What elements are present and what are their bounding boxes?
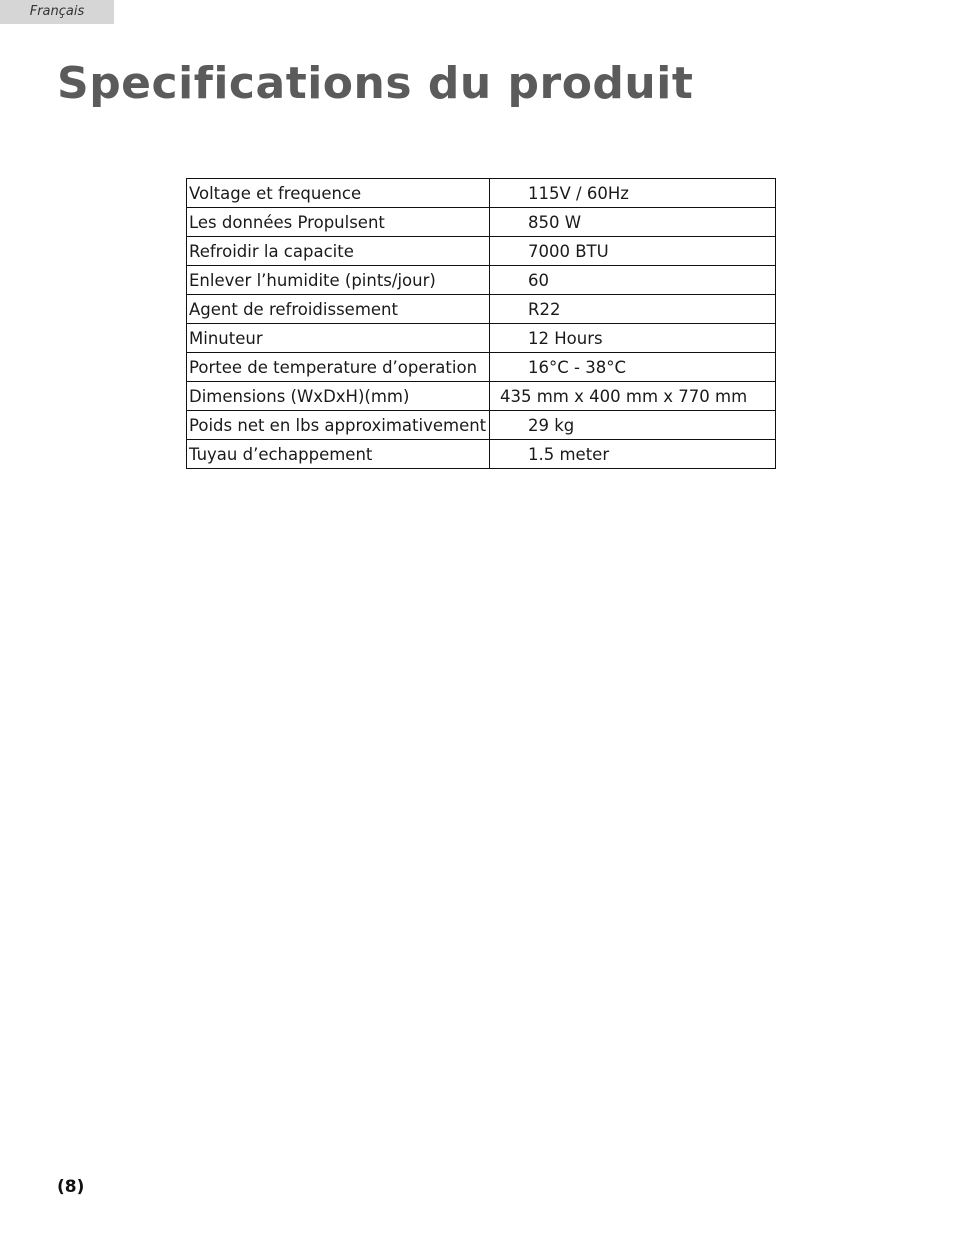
language-tab: Français <box>0 0 114 24</box>
page-number: (8) <box>57 1177 85 1197</box>
spec-label: Les données Propulsent <box>187 208 490 237</box>
spec-value: 435 mm x 400 mm x 770 mm <box>490 382 776 411</box>
table-row <box>187 440 776 469</box>
spec-value: R22 <box>490 295 776 324</box>
spec-value: 16°C - 38°C <box>490 353 776 382</box>
spec-label: Portee de temperature d’operation <box>187 353 490 382</box>
table-row <box>187 353 776 382</box>
spec-value: 1.5 meter <box>490 440 776 469</box>
specifications-table <box>186 178 776 469</box>
spec-label: Dimensions (WxDxH)(mm) <box>187 382 490 411</box>
spec-label: Enlever l’humidite (pints/jour) <box>187 266 490 295</box>
spec-label: Tuyau d’echappement <box>187 440 490 469</box>
spec-value: 12 Hours <box>490 324 776 353</box>
spec-label: Poids net en lbs approximativement <box>187 411 490 440</box>
spec-label: Minuteur <box>187 324 490 353</box>
table-row <box>187 382 776 411</box>
spec-value: 29 kg <box>490 411 776 440</box>
page-title: Specifications du produit <box>57 58 694 109</box>
spec-label: Agent de refroidissement <box>187 295 490 324</box>
table-row <box>187 411 776 440</box>
spec-value: 7000 BTU <box>490 237 776 266</box>
spec-value: 850 W <box>490 208 776 237</box>
spec-label: Voltage et frequence <box>187 179 490 208</box>
table-row <box>187 179 776 208</box>
table-row <box>187 266 776 295</box>
table-row <box>187 208 776 237</box>
table-row <box>187 295 776 324</box>
spec-label: Refroidir la capacite <box>187 237 490 266</box>
table-row <box>187 324 776 353</box>
spec-value: 60 <box>490 266 776 295</box>
spec-value: 115V / 60Hz <box>490 179 776 208</box>
table-row <box>187 237 776 266</box>
